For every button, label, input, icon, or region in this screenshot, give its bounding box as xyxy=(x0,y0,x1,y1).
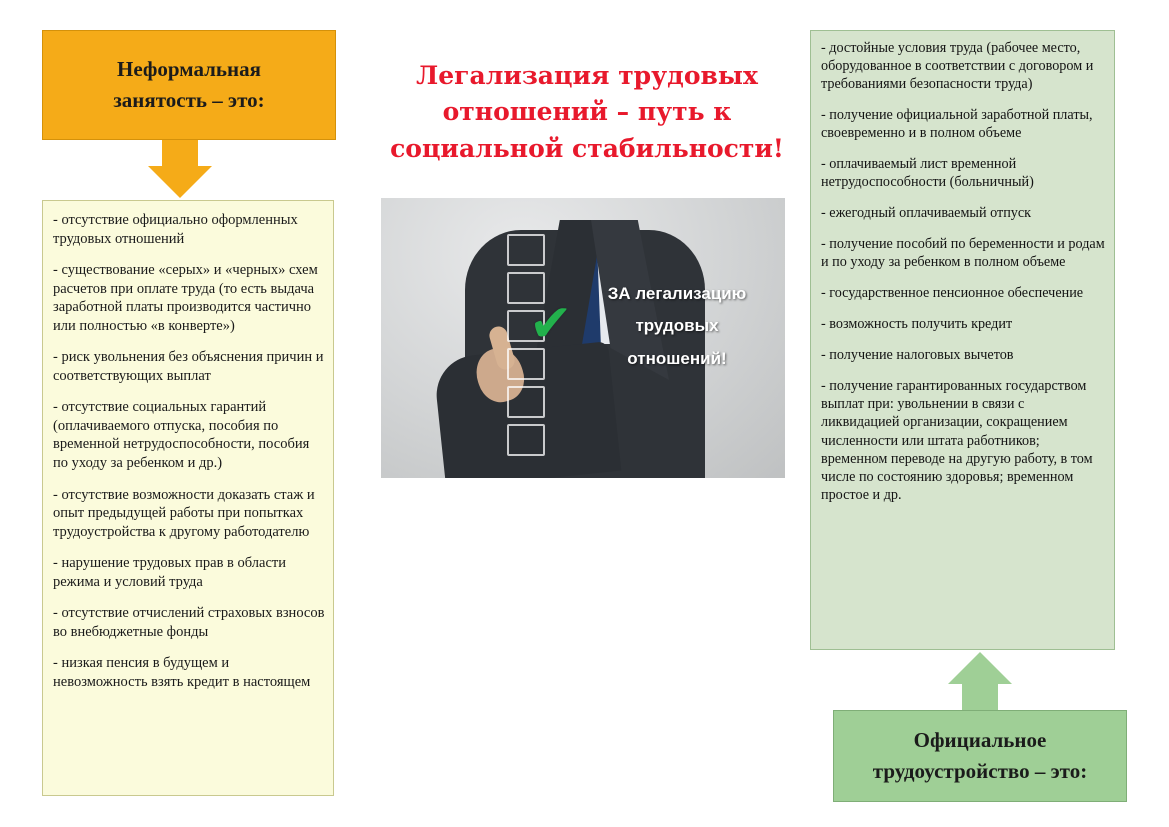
photo-caption-line-2: трудовых xyxy=(635,316,719,336)
official-header-line-2: трудоустройство – это: xyxy=(872,759,1088,783)
page-title-line-1: Легализация трудовых xyxy=(416,61,758,90)
arrow-up-shaft xyxy=(962,684,998,712)
informal-employment-list xyxy=(42,200,334,796)
page-title-line-3: социальной стабильности! xyxy=(390,133,784,163)
list-item: - низкая пенсия в будущем и невозможность взять кредит в настоящем xyxy=(53,655,311,690)
list-item: - риск увольнения без объяснения причин и соответствующих выплат xyxy=(53,349,324,384)
list-item: - оплачиваемый лист временной нетрудоспособности (больничный) xyxy=(821,156,1034,191)
official-employment-list xyxy=(810,30,1115,650)
page-title-line-2: отношений – путь к xyxy=(442,97,732,127)
list-item: - существование «серых» и «черных» схем расчетов при оплате труда (то есть выдача заработной платы производится частично или полностью «в конверте») xyxy=(53,262,318,334)
list-item: - отсутствие возможности доказать стаж и опыт предыдущей работы при попытках трудоустройства к другому работодателю xyxy=(53,486,315,540)
list-item: - получение официальной заработной платы, своевременно и в полном объеме xyxy=(821,107,1093,142)
official-employment-header xyxy=(833,710,1127,802)
checkbox-icon xyxy=(507,386,545,418)
photo-caption-line-3: отношений! xyxy=(627,348,727,368)
official-employment-header-text xyxy=(873,725,1087,788)
list-item: - ежегодный оплачиваемый отпуск xyxy=(821,205,1032,222)
official-header-line-1: Официальное xyxy=(913,727,1047,752)
arrow-up-head xyxy=(948,652,1012,684)
arrow-down-head xyxy=(148,166,212,198)
list-item: - получение налоговых вычетов xyxy=(821,347,1014,364)
checkbox-icon xyxy=(507,234,545,266)
list-item: - государственное пенсионное обеспечение xyxy=(821,285,1084,302)
photo-caption-line-1: ЗА легализацию xyxy=(607,284,747,303)
list-item: - получение пособий по беременности и родам и по уходу за ребенком в полном объеме xyxy=(821,236,1105,271)
list-item: - отсутствие официально оформленных трудовых отношений xyxy=(53,212,298,247)
list-item: - отсутствие отчислений страховых взносов во внебюджетные фонды xyxy=(53,605,325,640)
arrow-down-shaft xyxy=(162,140,198,166)
list-item: - получение гарантированных государством выплат при: увольнении в связи с ликвидацией организации, сокращением численности или штата работников; временном переводе на другую работу, в том числе по состоянию здоровья; временном простое и др. xyxy=(821,378,1093,503)
list-item: - нарушение трудовых прав в области режима и условий труда xyxy=(53,555,286,590)
informal-header-line-2: занятость – это: xyxy=(113,88,265,112)
businessman-photo xyxy=(381,198,785,478)
list-item: - достойные условия труда (рабочее место, оборудованное в соответствии с договором и требованиями безопасности труда) xyxy=(821,40,1094,93)
informal-employment-header-text xyxy=(113,54,264,117)
list-item: - возможность получить кредит xyxy=(821,316,1013,333)
list-item: - отсутствие социальных гарантий (оплачиваемого отпуска, пособия по временной нетрудоспособности, пособия по уходу за ребенком и др.) xyxy=(53,399,310,472)
check-mark-icon: ✔ xyxy=(529,294,573,354)
checkbox-icon xyxy=(507,424,545,456)
informal-header-line-1: Неформальная xyxy=(116,56,261,81)
informal-employment-header xyxy=(42,30,336,140)
arrow-up-icon xyxy=(948,652,1012,714)
page-title xyxy=(372,58,802,167)
